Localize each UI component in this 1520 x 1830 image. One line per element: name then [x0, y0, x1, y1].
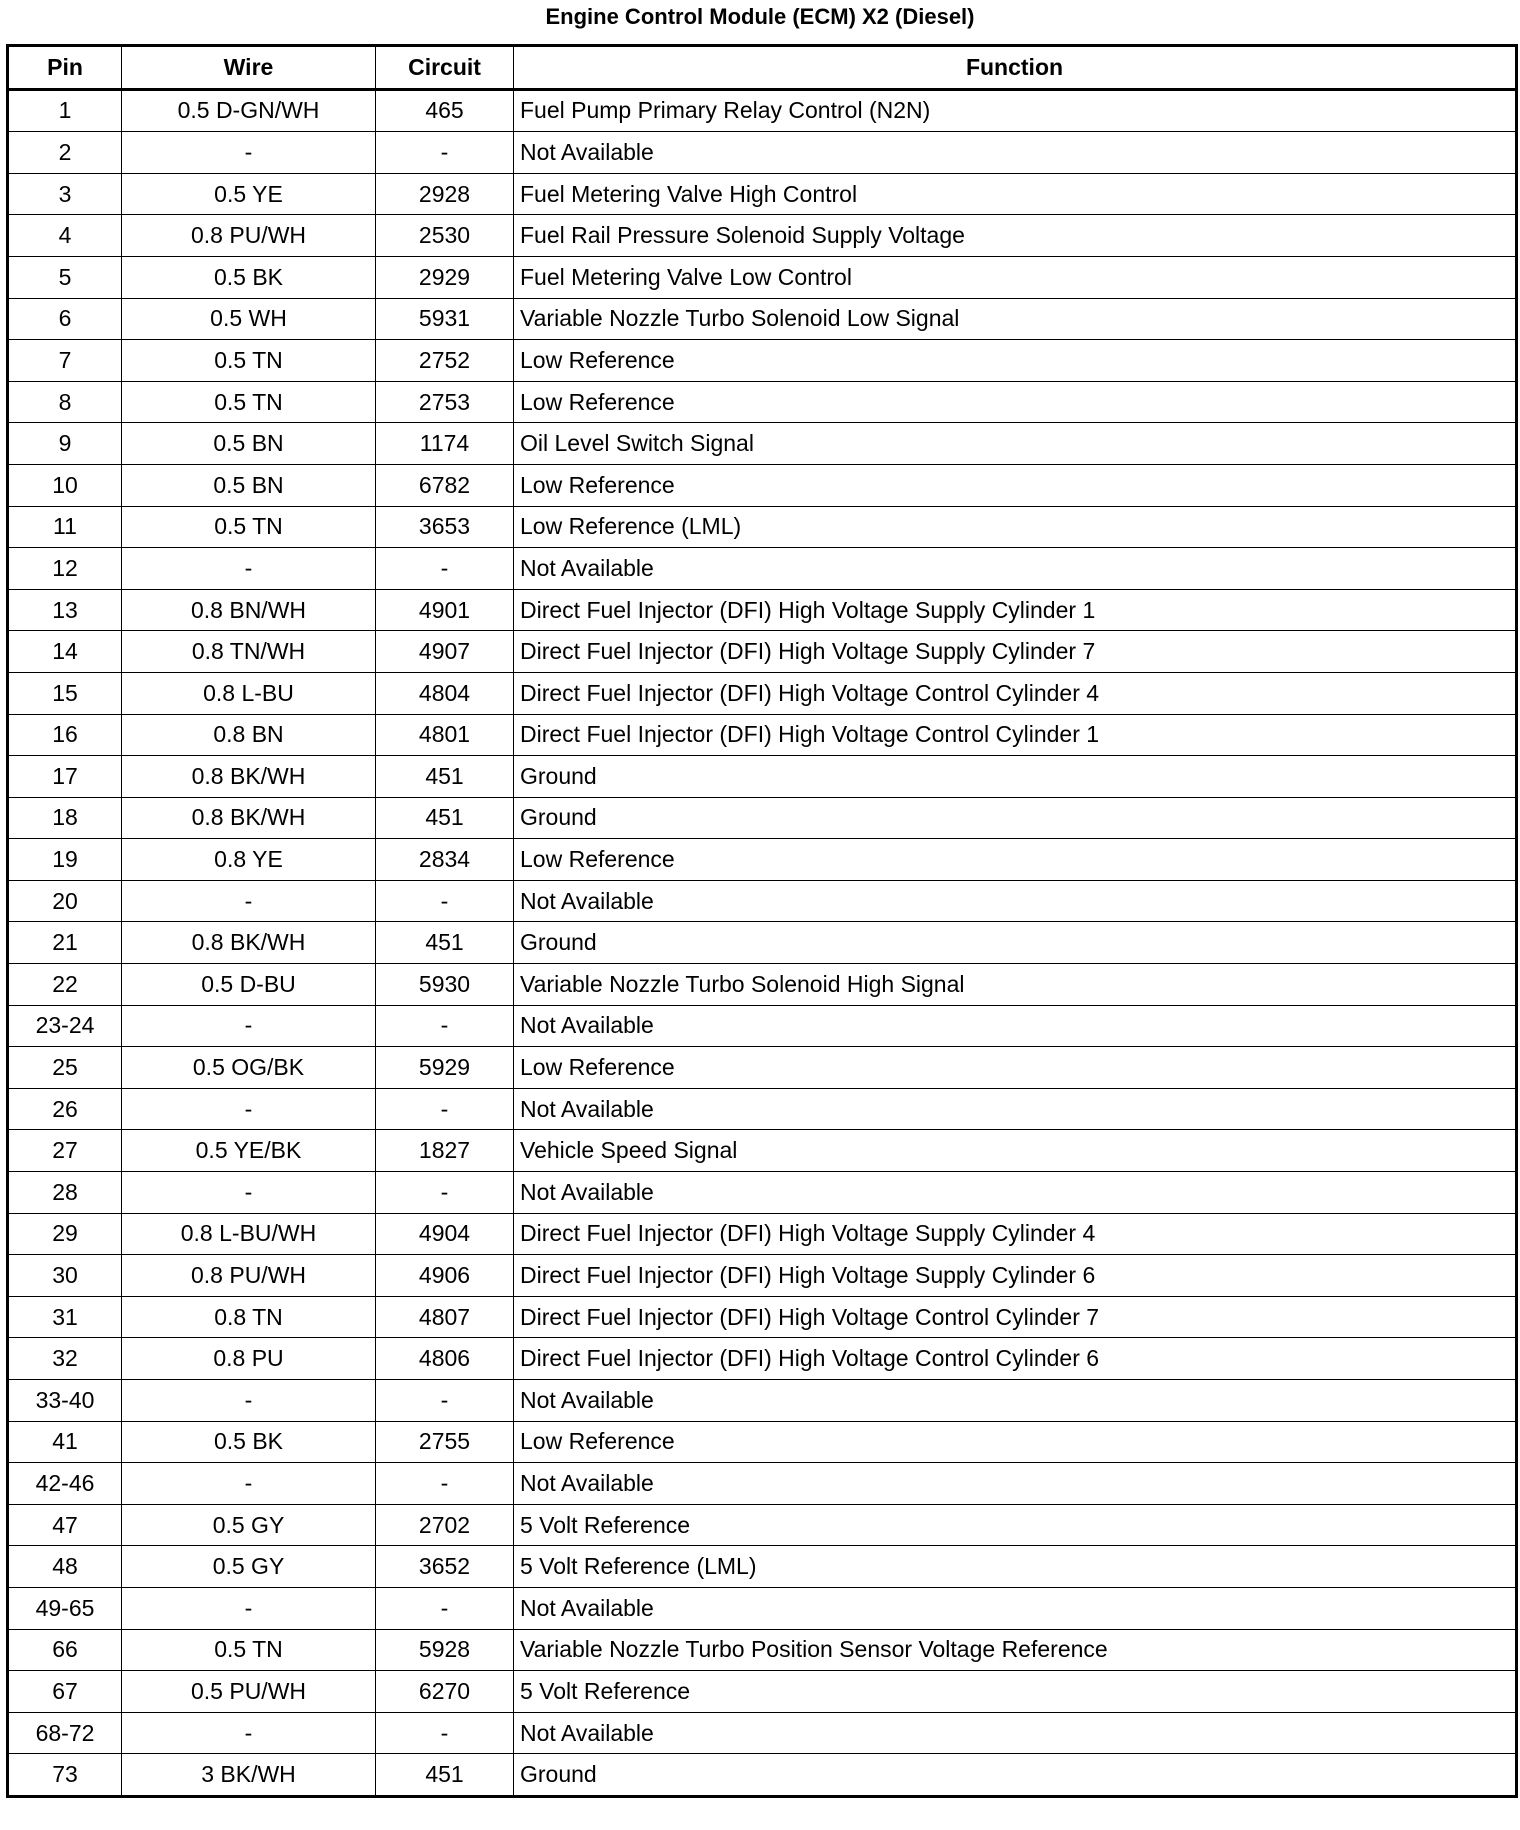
- circuit-cell: 4906: [376, 1255, 514, 1297]
- table-row: [8, 298, 1517, 340]
- pin-cell: 3: [8, 173, 122, 215]
- function-cell: Ground: [514, 797, 1517, 839]
- circuit-cell: 4901: [376, 589, 514, 631]
- wire-cell: 0.8 YE: [122, 839, 376, 881]
- wire-cell: 0.5 TN: [122, 1629, 376, 1671]
- table-row: [8, 464, 1517, 506]
- function-cell: Direct Fuel Injector (DFI) High Voltage Supply Cylinder 1: [514, 589, 1517, 631]
- circuit-cell: 451: [376, 797, 514, 839]
- table-row: [8, 1671, 1517, 1713]
- pin-cell: 20: [8, 880, 122, 922]
- circuit-cell: -: [376, 880, 514, 922]
- function-cell: Direct Fuel Injector (DFI) High Voltage Control Cylinder 1: [514, 714, 1517, 756]
- circuit-cell: -: [376, 1587, 514, 1629]
- function-cell: Low Reference (LML): [514, 506, 1517, 548]
- function-cell: Low Reference: [514, 1421, 1517, 1463]
- function-cell: Direct Fuel Injector (DFI) High Voltage Control Cylinder 4: [514, 672, 1517, 714]
- table-row: [8, 1130, 1517, 1172]
- table-row: [8, 1712, 1517, 1754]
- table-row: [8, 589, 1517, 631]
- wire-cell: 0.5 D-BU: [122, 964, 376, 1006]
- pinout-table: [6, 44, 1518, 1798]
- wire-cell: -: [122, 1380, 376, 1422]
- pin-cell: 33-40: [8, 1380, 122, 1422]
- wire-cell: 0.8 BK/WH: [122, 922, 376, 964]
- wire-cell: 0.8 BN: [122, 714, 376, 756]
- circuit-cell: 4904: [376, 1213, 514, 1255]
- column-header-function: Function: [514, 46, 1517, 90]
- table-row: [8, 215, 1517, 257]
- circuit-cell: 2753: [376, 381, 514, 423]
- pin-cell: 27: [8, 1130, 122, 1172]
- table-row: [8, 1629, 1517, 1671]
- circuit-cell: 2752: [376, 340, 514, 382]
- table-row: [8, 1255, 1517, 1297]
- table-row: [8, 548, 1517, 590]
- pin-cell: 25: [8, 1047, 122, 1089]
- function-cell: Fuel Rail Pressure Solenoid Supply Voltage: [514, 215, 1517, 257]
- table-row: [8, 922, 1517, 964]
- pin-cell: 30: [8, 1255, 122, 1297]
- function-cell: Oil Level Switch Signal: [514, 423, 1517, 465]
- pin-cell: 17: [8, 756, 122, 798]
- wire-cell: 0.5 BN: [122, 464, 376, 506]
- pin-cell: 68-72: [8, 1712, 122, 1754]
- pin-cell: 41: [8, 1421, 122, 1463]
- circuit-cell: 2834: [376, 839, 514, 881]
- table-row: [8, 423, 1517, 465]
- circuit-cell: 2702: [376, 1504, 514, 1546]
- function-cell: Fuel Metering Valve Low Control: [514, 256, 1517, 298]
- pin-cell: 22: [8, 964, 122, 1006]
- function-cell: Direct Fuel Injector (DFI) High Voltage Control Cylinder 7: [514, 1296, 1517, 1338]
- circuit-cell: -: [376, 548, 514, 590]
- wire-cell: 0.5 OG/BK: [122, 1047, 376, 1089]
- table-row: [8, 1463, 1517, 1505]
- function-cell: Low Reference: [514, 340, 1517, 382]
- circuit-cell: 4807: [376, 1296, 514, 1338]
- table-row: [8, 1047, 1517, 1089]
- wire-cell: 0.5 YE: [122, 173, 376, 215]
- function-cell: Vehicle Speed Signal: [514, 1130, 1517, 1172]
- wire-cell: 0.5 WH: [122, 298, 376, 340]
- pin-cell: 19: [8, 839, 122, 881]
- wire-cell: 0.8 TN: [122, 1296, 376, 1338]
- pin-cell: 12: [8, 548, 122, 590]
- pin-cell: 26: [8, 1088, 122, 1130]
- wire-cell: 0.5 TN: [122, 506, 376, 548]
- wire-cell: 0.5 BK: [122, 1421, 376, 1463]
- function-cell: 5 Volt Reference: [514, 1504, 1517, 1546]
- table-row: [8, 1172, 1517, 1214]
- pin-cell: 31: [8, 1296, 122, 1338]
- wire-cell: -: [122, 548, 376, 590]
- function-cell: Ground: [514, 756, 1517, 798]
- wire-cell: -: [122, 1005, 376, 1047]
- wire-cell: 0.5 BN: [122, 423, 376, 465]
- wire-cell: 0.5 GY: [122, 1546, 376, 1588]
- function-cell: Low Reference: [514, 381, 1517, 423]
- function-cell: Direct Fuel Injector (DFI) High Voltage Control Cylinder 6: [514, 1338, 1517, 1380]
- circuit-cell: 451: [376, 922, 514, 964]
- wire-cell: 0.8 PU/WH: [122, 215, 376, 257]
- column-header-pin: Pin: [8, 46, 122, 90]
- pin-cell: 48: [8, 1546, 122, 1588]
- table-row: [8, 1587, 1517, 1629]
- wire-cell: 0.5 TN: [122, 340, 376, 382]
- table-row: [8, 340, 1517, 382]
- table-header-row: [8, 46, 1517, 90]
- circuit-cell: 3653: [376, 506, 514, 548]
- table-row: [8, 506, 1517, 548]
- circuit-cell: 1827: [376, 1130, 514, 1172]
- function-cell: Fuel Metering Valve High Control: [514, 173, 1517, 215]
- pin-cell: 13: [8, 589, 122, 631]
- pin-cell: 11: [8, 506, 122, 548]
- function-cell: Fuel Pump Primary Relay Control (N2N): [514, 89, 1517, 132]
- function-cell: Not Available: [514, 1172, 1517, 1214]
- wire-cell: -: [122, 1587, 376, 1629]
- pin-cell: 7: [8, 340, 122, 382]
- wire-cell: -: [122, 1172, 376, 1214]
- circuit-cell: -: [376, 132, 514, 174]
- wire-cell: 0.8 TN/WH: [122, 631, 376, 673]
- function-cell: Variable Nozzle Turbo Solenoid High Signal: [514, 964, 1517, 1006]
- table-row: [8, 880, 1517, 922]
- circuit-cell: -: [376, 1380, 514, 1422]
- circuit-cell: 4801: [376, 714, 514, 756]
- table-row: [8, 1296, 1517, 1338]
- wire-cell: 0.8 BN/WH: [122, 589, 376, 631]
- table-row: [8, 631, 1517, 673]
- circuit-cell: 5931: [376, 298, 514, 340]
- function-cell: 5 Volt Reference (LML): [514, 1546, 1517, 1588]
- wire-cell: 0.8 L-BU/WH: [122, 1213, 376, 1255]
- table-row: [8, 1546, 1517, 1588]
- circuit-cell: -: [376, 1463, 514, 1505]
- wire-cell: 0.5 BK: [122, 256, 376, 298]
- pin-cell: 2: [8, 132, 122, 174]
- circuit-cell: 4806: [376, 1338, 514, 1380]
- table-row: [8, 1005, 1517, 1047]
- pin-cell: 5: [8, 256, 122, 298]
- function-cell: Not Available: [514, 880, 1517, 922]
- pin-cell: 15: [8, 672, 122, 714]
- circuit-cell: 2530: [376, 215, 514, 257]
- table-row: [8, 1754, 1517, 1797]
- pin-cell: 9: [8, 423, 122, 465]
- circuit-cell: 5928: [376, 1629, 514, 1671]
- function-cell: Not Available: [514, 548, 1517, 590]
- wire-cell: -: [122, 1463, 376, 1505]
- function-cell: Low Reference: [514, 464, 1517, 506]
- wire-cell: 0.5 YE/BK: [122, 1130, 376, 1172]
- function-cell: Ground: [514, 1754, 1517, 1797]
- function-cell: Not Available: [514, 132, 1517, 174]
- table-row: [8, 797, 1517, 839]
- wire-cell: 0.5 D-GN/WH: [122, 89, 376, 132]
- circuit-cell: 4804: [376, 672, 514, 714]
- circuit-cell: 2755: [376, 1421, 514, 1463]
- wire-cell: 0.8 L-BU: [122, 672, 376, 714]
- pin-cell: 1: [8, 89, 122, 132]
- wire-cell: 0.8 PU/WH: [122, 1255, 376, 1297]
- function-cell: Not Available: [514, 1712, 1517, 1754]
- table-row: [8, 1380, 1517, 1422]
- pin-cell: 18: [8, 797, 122, 839]
- pin-cell: 6: [8, 298, 122, 340]
- wire-cell: -: [122, 1088, 376, 1130]
- pin-cell: 23-24: [8, 1005, 122, 1047]
- table-row: [8, 1421, 1517, 1463]
- table-row: [8, 381, 1517, 423]
- wire-cell: 0.5 PU/WH: [122, 1671, 376, 1713]
- table-row: [8, 839, 1517, 881]
- wire-cell: 0.8 BK/WH: [122, 756, 376, 798]
- table-row: [8, 714, 1517, 756]
- function-cell: Not Available: [514, 1463, 1517, 1505]
- wire-cell: 0.8 PU: [122, 1338, 376, 1380]
- table-row: [8, 1504, 1517, 1546]
- circuit-cell: 1174: [376, 423, 514, 465]
- table-row: [8, 1338, 1517, 1380]
- pin-cell: 66: [8, 1629, 122, 1671]
- function-cell: Not Available: [514, 1380, 1517, 1422]
- table-row: [8, 89, 1517, 132]
- function-cell: Direct Fuel Injector (DFI) High Voltage Supply Cylinder 6: [514, 1255, 1517, 1297]
- pin-cell: 4: [8, 215, 122, 257]
- pin-cell: 73: [8, 1754, 122, 1797]
- column-header-wire: Wire: [122, 46, 376, 90]
- function-cell: Ground: [514, 922, 1517, 964]
- function-cell: Direct Fuel Injector (DFI) High Voltage Supply Cylinder 7: [514, 631, 1517, 673]
- circuit-cell: 2928: [376, 173, 514, 215]
- circuit-cell: -: [376, 1005, 514, 1047]
- circuit-cell: 5929: [376, 1047, 514, 1089]
- pin-cell: 49-65: [8, 1587, 122, 1629]
- function-cell: Not Available: [514, 1587, 1517, 1629]
- circuit-cell: 465: [376, 89, 514, 132]
- column-header-circuit: Circuit: [376, 46, 514, 90]
- circuit-cell: 6270: [376, 1671, 514, 1713]
- circuit-cell: 3652: [376, 1546, 514, 1588]
- wire-cell: 0.5 GY: [122, 1504, 376, 1546]
- circuit-cell: 6782: [376, 464, 514, 506]
- table-row: [8, 672, 1517, 714]
- table-row: [8, 256, 1517, 298]
- table-row: [8, 756, 1517, 798]
- wire-cell: -: [122, 132, 376, 174]
- table-row: [8, 1213, 1517, 1255]
- table-row: [8, 173, 1517, 215]
- pin-cell: 16: [8, 714, 122, 756]
- function-cell: Not Available: [514, 1088, 1517, 1130]
- pin-cell: 29: [8, 1213, 122, 1255]
- circuit-cell: 4907: [376, 631, 514, 673]
- circuit-cell: -: [376, 1712, 514, 1754]
- pin-cell: 32: [8, 1338, 122, 1380]
- wire-cell: 3 BK/WH: [122, 1754, 376, 1797]
- function-cell: Variable Nozzle Turbo Solenoid Low Signal: [514, 298, 1517, 340]
- pin-cell: 47: [8, 1504, 122, 1546]
- function-cell: 5 Volt Reference: [514, 1671, 1517, 1713]
- table-row: [8, 132, 1517, 174]
- wire-cell: 0.8 BK/WH: [122, 797, 376, 839]
- function-cell: Low Reference: [514, 1047, 1517, 1089]
- circuit-cell: -: [376, 1172, 514, 1214]
- circuit-cell: 451: [376, 756, 514, 798]
- function-cell: Variable Nozzle Turbo Position Sensor Voltage Reference: [514, 1629, 1517, 1671]
- circuit-cell: -: [376, 1088, 514, 1130]
- page-title: Engine Control Module (ECM) X2 (Diesel): [545, 4, 975, 29]
- pin-cell: 21: [8, 922, 122, 964]
- function-cell: Direct Fuel Injector (DFI) High Voltage Supply Cylinder 4: [514, 1213, 1517, 1255]
- function-cell: Not Available: [514, 1005, 1517, 1047]
- pin-cell: 14: [8, 631, 122, 673]
- pin-cell: 67: [8, 1671, 122, 1713]
- pin-cell: 8: [8, 381, 122, 423]
- wire-cell: -: [122, 880, 376, 922]
- circuit-cell: 451: [376, 1754, 514, 1797]
- circuit-cell: 5930: [376, 964, 514, 1006]
- wire-cell: 0.5 TN: [122, 381, 376, 423]
- table-row: [8, 1088, 1517, 1130]
- pin-cell: 42-46: [8, 1463, 122, 1505]
- circuit-cell: 2929: [376, 256, 514, 298]
- function-cell: Low Reference: [514, 839, 1517, 881]
- pin-cell: 10: [8, 464, 122, 506]
- pin-cell: 28: [8, 1172, 122, 1214]
- wire-cell: -: [122, 1712, 376, 1754]
- table-row: [8, 964, 1517, 1006]
